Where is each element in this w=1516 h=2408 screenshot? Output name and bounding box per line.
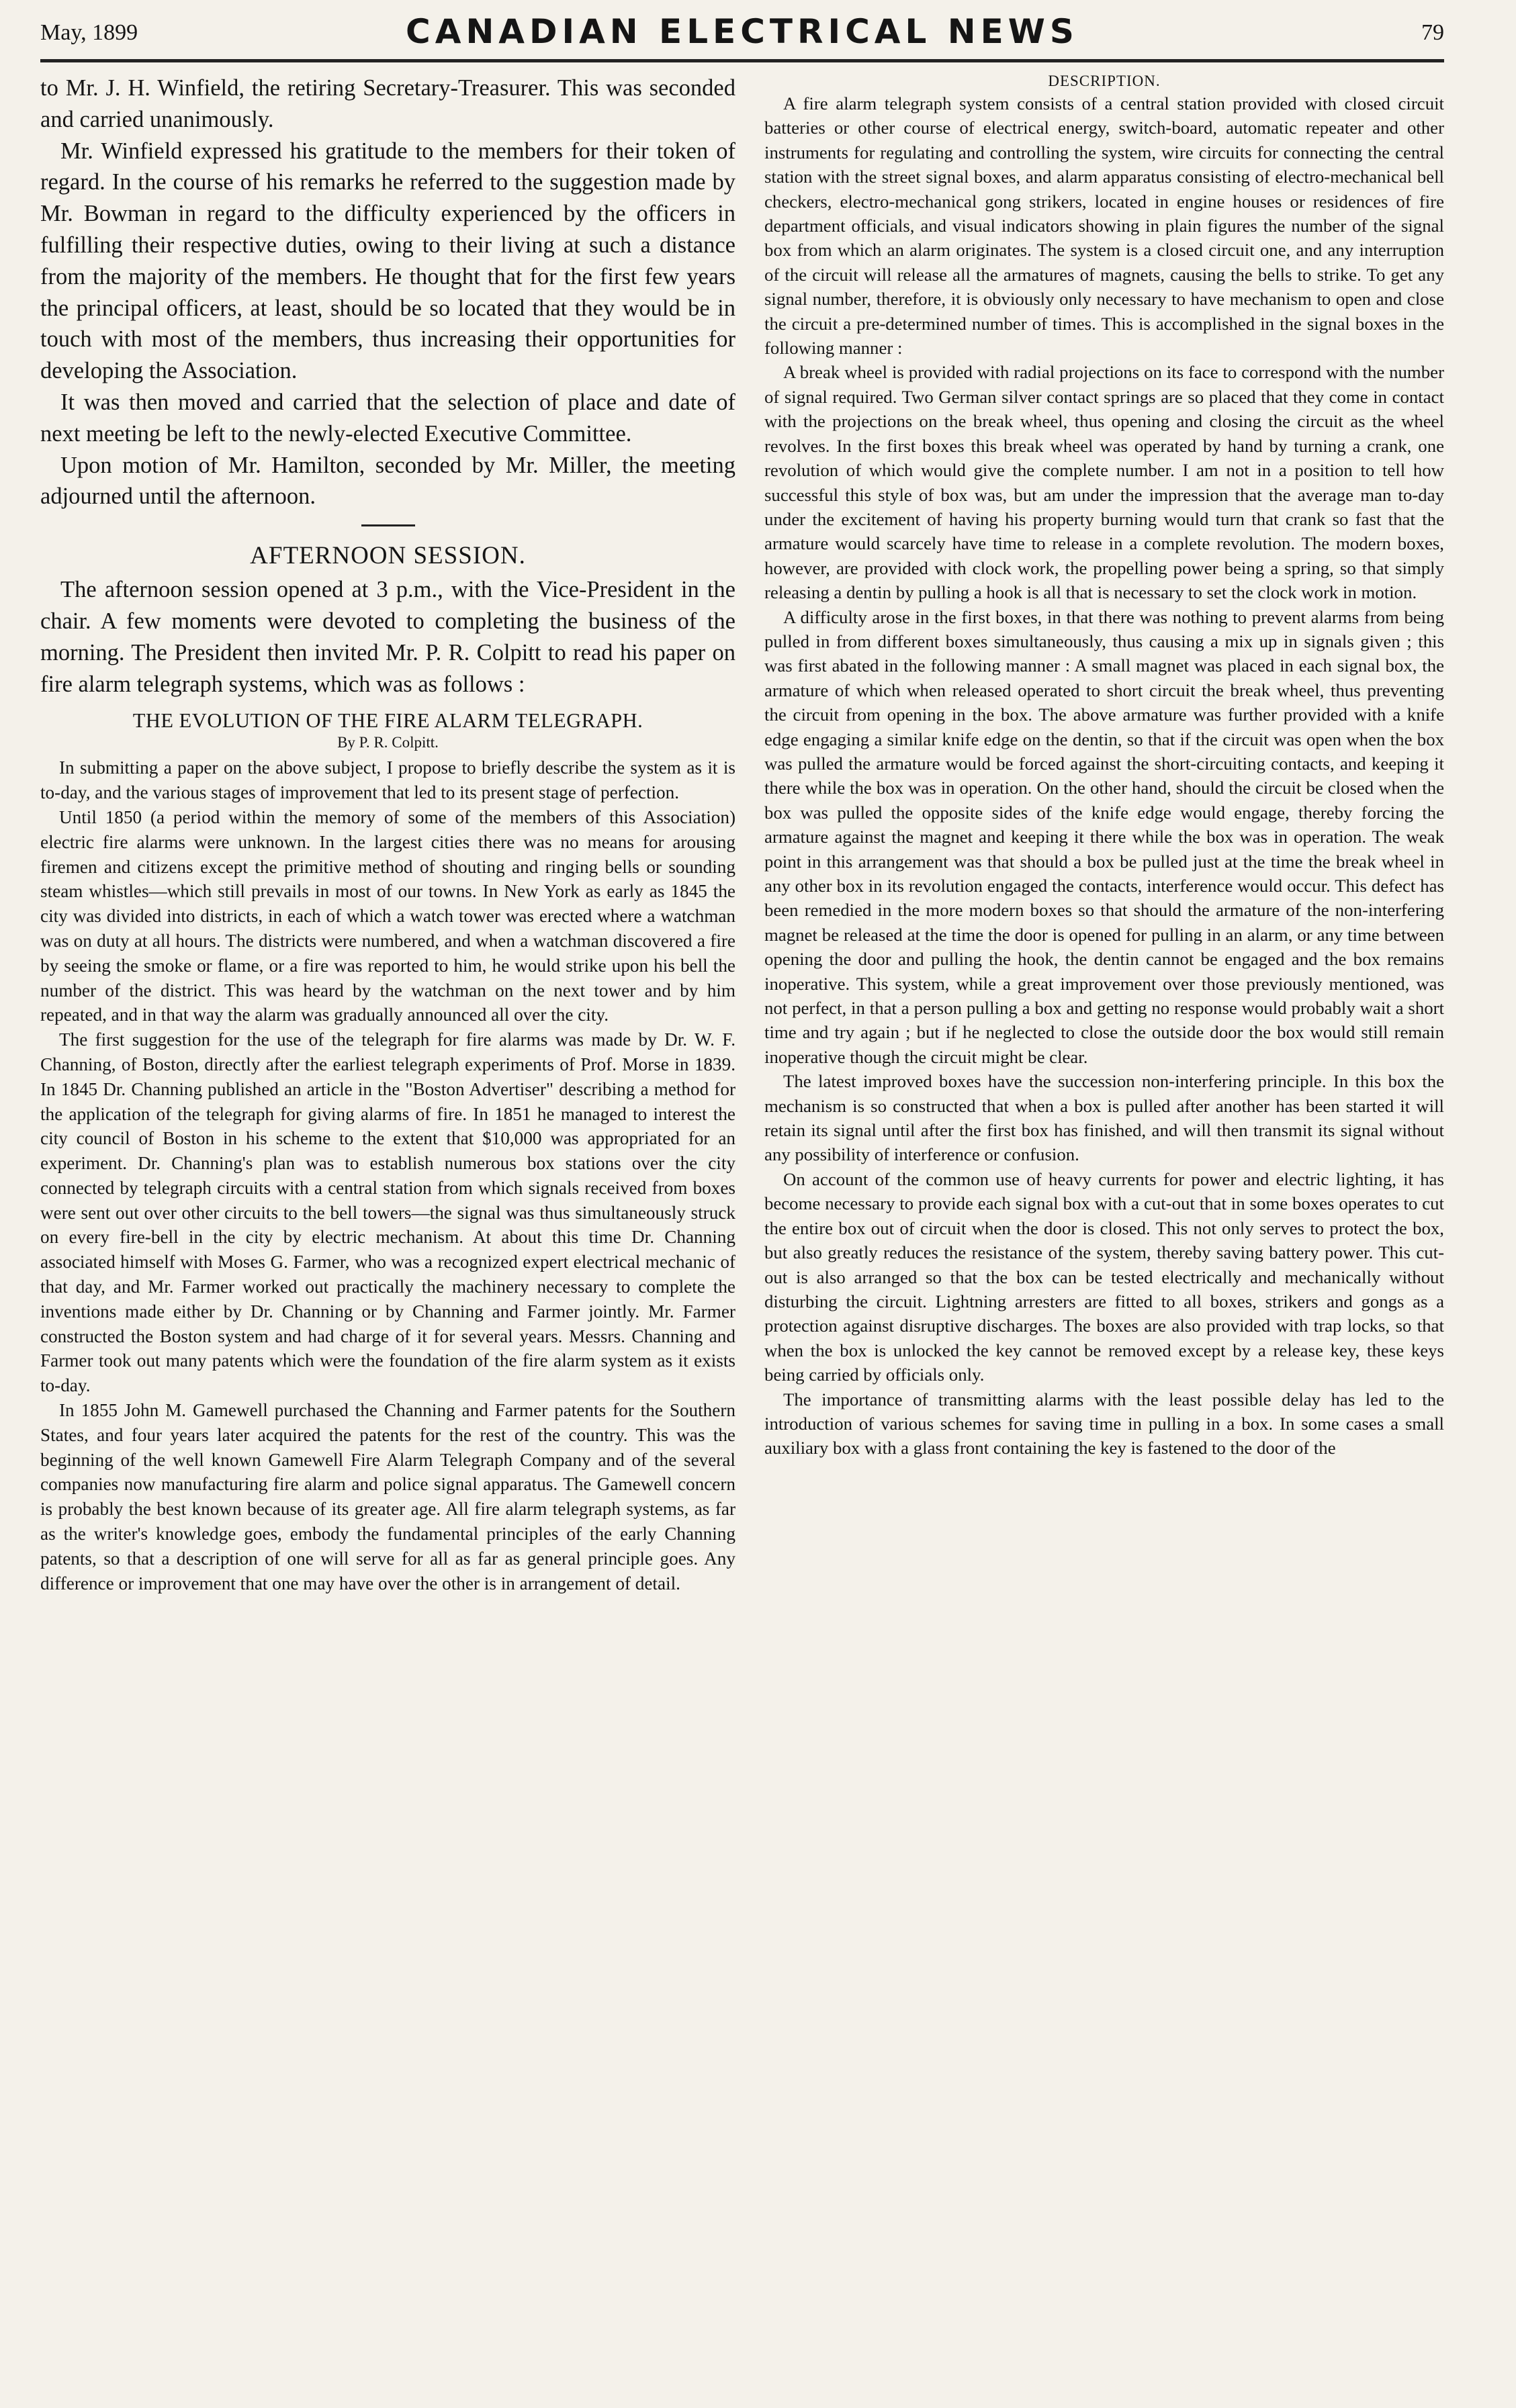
subsection-heading: DESCRIPTION.	[1048, 73, 1161, 89]
section-heading: AFTERNOON SESSION.	[250, 542, 526, 570]
paragraph: A break wheel is provided with radial projections on its face to correspond with the number of signal required. Two German silver contact springs are so placed that they come in contact with the projections on the break wheel, thus opening and closing the circuit as the wheel revolves. In the first boxes this break wheel was operated by hand by turning a crank, one revolution of which would give the complete number. I am not in a position to tell how successful this style of box was, but am under the impression that the average man to-day under the excitement of having his property burning would turn that crank so fast that the armature would scarcely have time to release in a complete revolution. The modern boxes, however, are provided with clock work, the propelling power being a spring, so that simply releasing a dentin by pulling a hook is all that is necessary to set the clock work in motion.	[764, 362, 1444, 603]
paragraph: The first suggestion for the use of the telegraph for fire alarms was made by Dr. W. F. Channing, of Boston, directly after the earliest telegraph experiments of Prof. Morse in 1839. In 1845 Dr. Channing published an article in the "Boston Advertiser" describing a method for the application of the telegraph for giving alarms of fire. In 1851 he managed to interest the city council of Boston in his scheme to the extent that $10,000 was appropriated for an experiment. Dr. Channing's plan was to establish numerous box stations over the city connected by telegraph circuits with a central station from which signals received from boxes were sent out over other circuits to the bell towers—the signal was thus simultaneously struck on every fire-bell in the city by electric mechanism. At about this time Dr. Channing associated himself with Moses G. Farmer, who was a recognized expert electrical mechanic of that day, and Mr. Farmer worked out practically the machinery necessary to complete the inventions made either by Dr. Channing or by Channing and Farmer jointly. Mr. Farmer constructed the Boston system and had charge of it for several years. Messrs. Channing and Farmer took out many patents which were the foundation of the fire alarm system as it exists to-day.	[40, 1029, 735, 1396]
paragraph: A fire alarm telegraph system consists of a central station provided with closed circuit batteries or other course of electrical energy, switch-board, automatic repeater and other instruments for regulating and controlling the system, wire circuits for connecting the central station with the street signal boxes, and alarm apparatus consisting of electro-mechanical bell checkers, electro-mechanical gong strikers, located in engine houses or residences of fire department officials, and visual indicators showing in plain figures the number of the signal box from which an alarm originates. The system is a closed circuit one, and any interruption of the circuit will release all the armatures of magnets, causing the bells to strike. To get any signal number, therefore, it is obviously only necessary to have mechanism to open and close the circuit a pre-determined number of times. This is accomplished in the signal boxes in the following manner :	[764, 93, 1444, 359]
paragraph: It was then moved and carried that the selection of place and date of next meeting be left to the newly-elected Executive Committee.	[40, 389, 735, 447]
article-byline: By P. R. Colpitt.	[337, 734, 439, 751]
paragraph: to Mr. J. H. Winfield, the retiring Secretary-Treasurer. This was seconded and carried unanimously.	[40, 75, 735, 132]
intro-section	[40, 73, 735, 512]
left-column	[40, 73, 735, 1595]
publication-title: CANADIAN ELECTRICAL NEWS	[406, 12, 1079, 51]
paragraph: Until 1850 (a period within the memory of some of the members of this Association) electric fire alarms were unknown. In the largest cities there was no means for arousing firemen and citizens except the primitive method of shouting and ringing bells or sounding steam whistles—which still prevails in most of our towns. In New York as early as 1845 the city was divided into districts, in each of which a watch tower was erected where a watchman was on duty at all hours. The districts were numbered, and when a watchman discovered a fire by seeing the smoke or flame, or a fire was reported to him, he would strike upon his bell the number of the district. This was heard by the watchman on the next tower and by him repeated, and in that way the alarm was gradually announced all over the city.	[40, 806, 735, 1025]
paragraph: The latest improved boxes have the succession non-interfering principle. In this box the mechanism is so constructed that when a box is pulled after another has been started it will retain its signal until after the first box has finished, and will then transmit its signal without any possibility of interference or confusion.	[764, 1071, 1444, 1165]
issue-date: May, 1899	[40, 20, 138, 45]
masthead	[40, 12, 1444, 59]
paragraph: A difficulty arose in the first boxes, in that there was nothing to prevent alarms from being pulled in from different boxes simultaneously, thus causing a mix up in signals given ; this was first abated in the following manner : A small magnet was placed in each signal box, the armature of which when released operated to short circuit the break wheel, thus preventing the circuit from opening in the box. The above armature was further provided with a knife edge engaging a similar knife edge on the dentin, so that if the circuit was open when the box was pulled the armature would be forced against the short-circuiting contacts, and keeping it there while the box was in operation. On the other hand, should the circuit be closed when the box was pulled the opposite sides of the knife edge would engage, thereby forcing the armature against the magnet and keeping it there while the box was in operation. The weak point in this arrangement was that should a box be pulled just at the time the break wheel in any other box in its revolution engaged the contacts, interference would occur. This defect has been remedied in the more modern boxes so that should the armature of the non-interfering magnet be released at the time the door is opened for pulling in an alarm, or any time between opening the door and pulling the hook, the dentin cannot be engaged and the box remains inoperative. This system, while a great improvement over those previously mentioned, was not perfect, in that a person pulling a box and getting no response would probably wait a short time and try again ; but if he neglected to close the outside door the box would still remain inoperative though the circuit might be clear.	[764, 606, 1444, 1067]
paragraph: In submitting a paper on the above subject, I propose to briefly describe the system as it is to-day, and the various stages of improvement that led to its present stage of perfection.	[40, 757, 735, 803]
paragraph: The afternoon session opened at 3 p.m., with the Vice-President in the chair. A few moments were devoted to completing the business of the morning. The President then invited Mr. P. R. Colpitt to read his paper on fire alarm telegraph systems, which was as follows :	[40, 577, 735, 697]
paragraph: Upon motion of Mr. Hamilton, seconded by Mr. Miller, the meeting adjourned until the afternoon.	[40, 452, 735, 510]
paragraph: Mr. Winfield expressed his gratitude to the members for their token of regard. In the course of his remarks he referred to the suggestion made by Mr. Bowman in regard to the difficulty experienced by the officers in fulfilling their respective duties, owing to their living at such a distance from the majority of the members. He thought that for the first few years the principal officers, at least, should be so located that they would be in touch with most of the members, thus increasing their opportunities for developing the Association.	[40, 138, 735, 384]
header-rule	[40, 59, 1444, 62]
paragraph: In 1855 John M. Gamewell purchased the Channing and Farmer patents for the Southern States, and four years later acquired the patents for the rest of the country. This was the beginning of the well known Gamewell Fire Alarm Telegraph Company and of the several companies now manufacturing fire alarm and police signal apparatus. The Gamewell concern is probably the best known because of its greater age. All fire alarm telegraph systems, as far as the writer's knowledge goes, embody the fundamental principles of the early Channing patents, so that a description of one will serve for all as far as general principle goes. Any difference or improvement that one may have over the other is in arrangement of detail.	[40, 1400, 735, 1593]
paragraph: The importance of transmitting alarms with the least possible delay has led to the introduction of various schemes for saving time in pulling in a box. In some cases a small auxiliary box with a glass front containing the key is fastened to the door of the	[764, 1389, 1444, 1458]
paragraph: On account of the common use of heavy currents for power and electric lighting, it has become necessary to provide each signal box with a cut-out that in some boxes operates to cut the entire box out of circuit when the door is closed. This not only serves to protect the box, but also greatly reduces the resistance of the system, thereby saving battery power. This cut-out is also arranged so that the box can be tested electrically and mechanically without disturbing the circuit. Lightning arresters are fitted to all boxes, strikers and gongs as a protection against disruptive discharges. The boxes are also provided with trap locks, so that when the box is unlocked the key cannot be removed except by a release key, these keys being carried by officials only.	[764, 1168, 1444, 1385]
article-body	[40, 755, 735, 1595]
article-title: THE EVOLUTION OF THE FIRE ALARM TELEGRAPH.	[132, 709, 643, 733]
session-section	[40, 574, 735, 700]
section-divider	[361, 524, 415, 526]
right-column	[764, 73, 1444, 1461]
page-number: 79	[1421, 20, 1444, 45]
